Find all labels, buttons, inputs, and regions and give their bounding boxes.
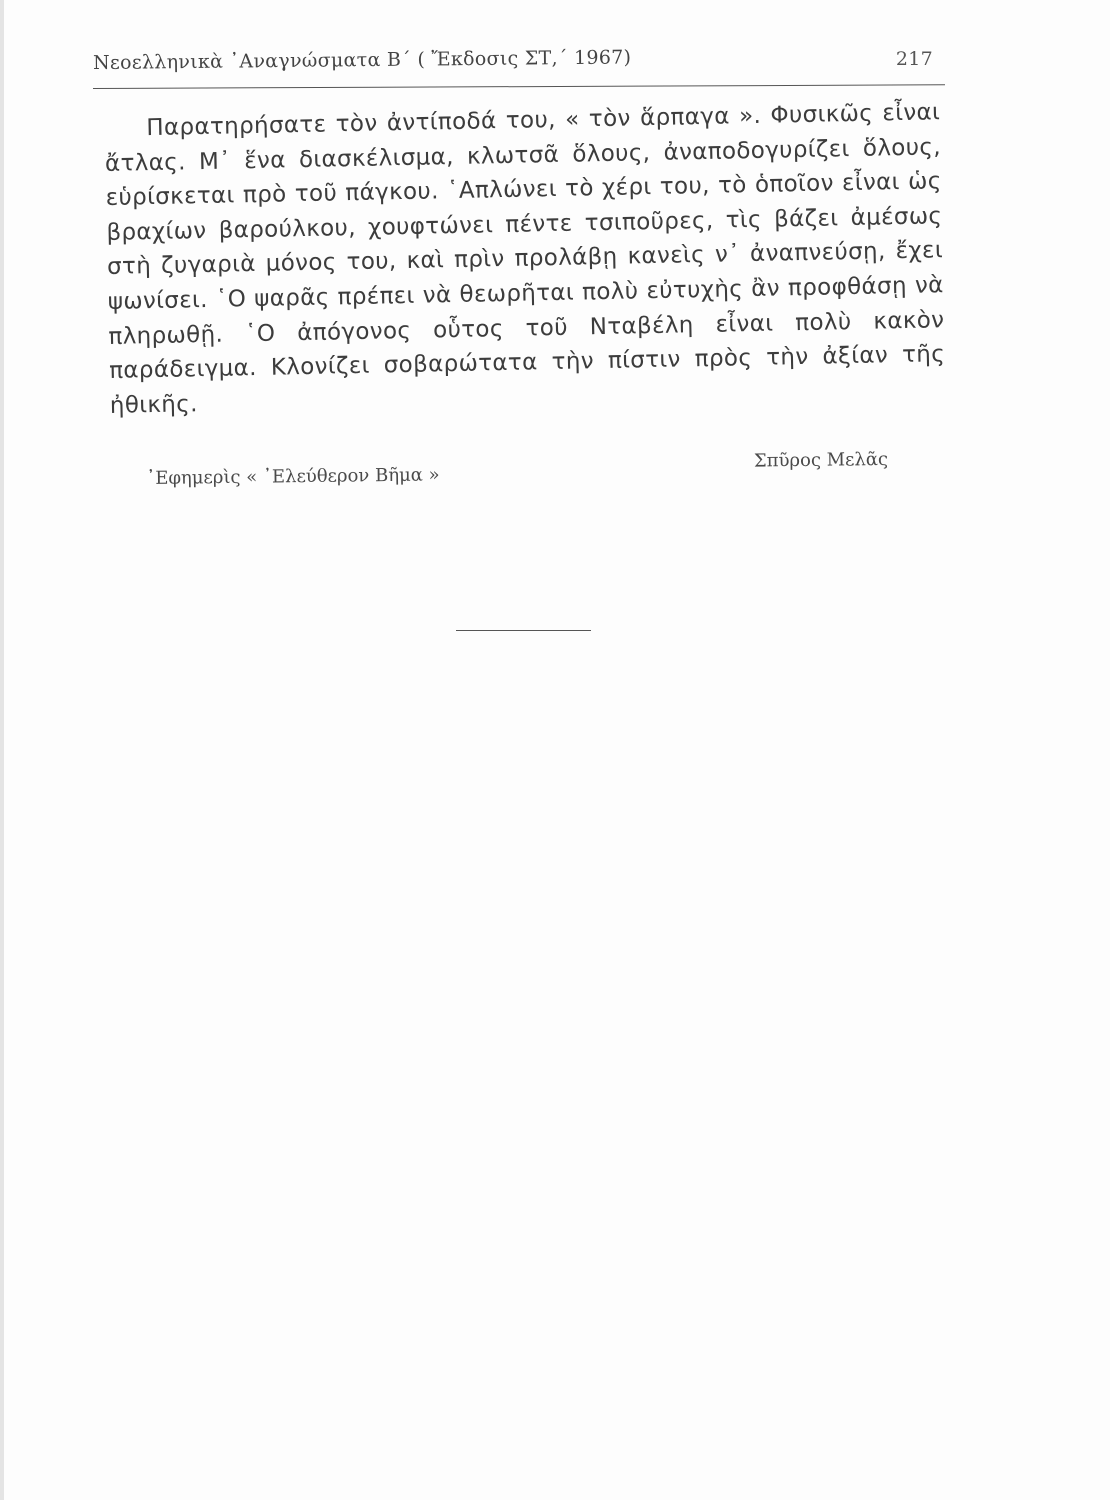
author-name: Σπῦρος Μελᾶς	[753, 448, 889, 472]
body-paragraph: Παρατηρήσατε τὸν ἀντίποδά του, « τὸν ἅρπαγα ». Φυσικῶς εἶναι ἄτλας. Μ᾽ ἕνα διασκέλισμα, κλωτσᾶ ὅλους, ἀναποδογυρίζει ὅλους, εὑρίσκεται πρὸ τοῦ πάγκου. ῾Απλώνει τὸ χέρι του, τὸ ὁποῖον εἶναι ὡς βραχίων βαρούλκου, χουφτώνει πέντε τσιποῦρες, τὶς βάζει ἀμέσως στὴ ζυγαριὰ μόνος του, καὶ πρὶν προλάβῃ κανεὶς ν᾽ ἀναπνεύσῃ, ἔχει ψωνίσει. ῾Ο ψαρᾶς πρέπει νὰ θεωρῆται πολὺ εὐτυχὴς ἂν προφθάσῃ νὰ πληρωθῇ. ῾Ο ἀπόγονος οὗτος τοῦ Νταβέλη εἶναι πολὺ κακὸν παράδειγμα. Κλονίζει σοβαρώτατα τὴν πίστιν πρὸς τὴν ἀξίαν τῆς ἠθικῆς.	[104, 99, 946, 419]
page-edge-shadow	[0, 0, 4, 1500]
attribution	[146, 449, 900, 492]
section-end-rule	[456, 630, 591, 631]
page-number: 217	[895, 48, 933, 70]
running-head-title: Νεοελληνικὰ ᾽Αναγνώσματα Β΄ ( Ἔκδοσις ΣΤ,΄ 1967)	[92, 46, 632, 74]
running-head	[93, 48, 945, 88]
source-citation: ᾽Εφημερὶς « ᾽Ελεύθερον Βῆμα »	[146, 464, 440, 489]
